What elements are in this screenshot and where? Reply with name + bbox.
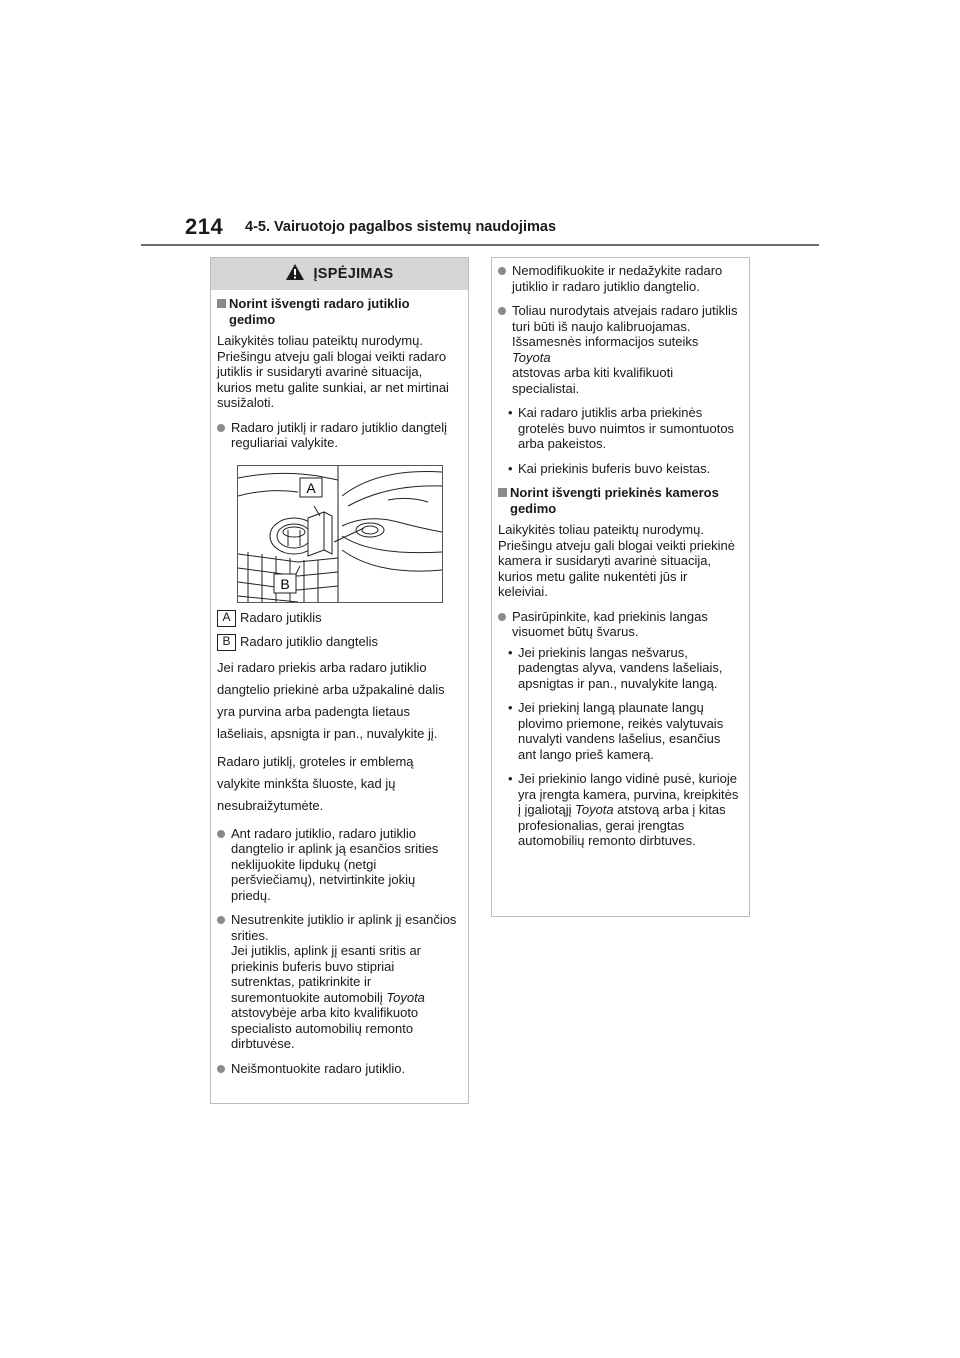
radar-sensor-illustration [237, 465, 443, 603]
list-item: Nemodifikuokite ir nedažykite radaro jutiklio ir radaro jutiklio dangtelio. [498, 263, 739, 294]
list-item: Radaro jutiklį ir radaro jutiklio dangtelį reguliariai valykite. [217, 420, 458, 451]
list-item: Ant radaro jutiklio, radaro jutiklio dangtelio ir aplink ją esančios srities neklijuokite lipdukų (netgi peršviečiamų), netvirtinkite jokių priedų. [217, 826, 458, 904]
list-item: Nesutrenkite jutiklio ir aplink jį esančios srities. Jei jutiklis, aplink jį esanti sritis ar priekinis buferis buvo stipriai sutrenktas, patikrinkite ir suremontuokite automobilį Toyota atstovybėje arba kito kvalifikuoto specialisto automobilių remonto dirbtuvėse. [217, 912, 458, 1052]
square-bullet-icon [498, 488, 507, 497]
round-bullet-icon [217, 1065, 225, 1073]
round-bullet-icon [217, 424, 225, 432]
round-bullet-icon [498, 267, 506, 275]
legend-b: B Radaro jutiklio dangtelis [217, 634, 458, 651]
heading-radar: Norint išvengti radaro jutiklio gedimo [217, 296, 458, 327]
sub-list-item: • Kai priekinis buferis buvo keistas. [508, 460, 711, 476]
legend-b-letter: B [217, 634, 236, 651]
warning-label: ĮSPĖJIMAS [313, 266, 394, 282]
warning-triangle-icon [285, 263, 305, 286]
warning-header [211, 258, 468, 290]
round-bullet-icon [498, 307, 506, 315]
warning-box-right [491, 257, 750, 917]
round-bullet-icon [217, 916, 225, 924]
dirty-sensor-text: Jei radaro priekis arba radaro jutiklio dangtelio priekinė arba užpakalinė dalis yra purvina arba padengta lietaus lašeliais, apsnigta ir pan., nuvalykite jį. [217, 659, 445, 741]
list-item: Pasirūpinkite, kad priekinis langas visuomet būtų švarus. [498, 609, 739, 640]
heading-camera: Norint išvengti priekinės kameros gedimo [498, 485, 739, 516]
sub-list-item: • Jei priekinio lango vidinė pusė, kurioje yra įrengta kamera, purvina, kreipkitės į įgaliotąjį Toyota atstovą arba į kitas profesionalias, gerai įrengtas automobilių remonto dirbtuves. [508, 771, 739, 848]
clean-sensor-text: Radaro jutiklį, groteles ir emblemą valykite minkšta šluoste, kad jų nesubraižytumėte. [217, 753, 414, 813]
header-rule [141, 244, 819, 246]
legend-a-letter: A [217, 610, 236, 627]
page-number: 214 [185, 214, 224, 239]
square-bullet-icon [217, 299, 226, 308]
camera-intro-text: Laikykitės toliau pateiktų nurodymų. Priešingu atveju gali blogai veikti priekinė kamera ir susidaryti avarinė situacija, kurios metu galite nukentėti jūs ir keleiviai. [498, 522, 736, 599]
round-bullet-icon [498, 613, 506, 621]
sub-list-item: • Jei priekinis langas nešvarus, padengtas alyva, vandens lašeliais, apsnigtas ir pan., nuvalykite langą. [508, 644, 723, 691]
sub-list-item: • Kai radaro jutiklis arba priekinės grotelės buvo nuimtos ir sumontuotos arba pakeistos. [508, 405, 735, 451]
section-title: 4-5. Vairuotojo pagalbos sistemų naudojimas [245, 219, 557, 235]
warning-box-left [210, 257, 469, 1104]
sub-list-item: • Jei priekinį langą plaunate langų plovimo priemone, reikės valytuvais nuvalyti vandens lašelius, esančius ant lango prieš kamerą. [508, 700, 724, 762]
intro-text: Laikykitės toliau pateiktų nurodymų. Priešingu atveju gali blogai veikti radaro jutiklis ir susidaryti avarinė situacija, kurios metu galite sunkiai, ar net mirtinai susižaloti. [217, 333, 449, 410]
callout-a-label: A [306, 479, 316, 496]
legend-a: A Radaro jutiklis [217, 610, 458, 627]
callout-b-label: B [280, 575, 290, 592]
list-item: Toliau nurodytais atvejais radaro jutiklis turi būti iš naujo kalibruojamas. Išsamesnės informacijos suteiks Toyota atstovas arba kiti kvalifikuoti specialistai. [498, 303, 739, 396]
list-item: Neišmontuokite radaro jutiklio. [217, 1061, 458, 1077]
round-bullet-icon [217, 830, 225, 838]
